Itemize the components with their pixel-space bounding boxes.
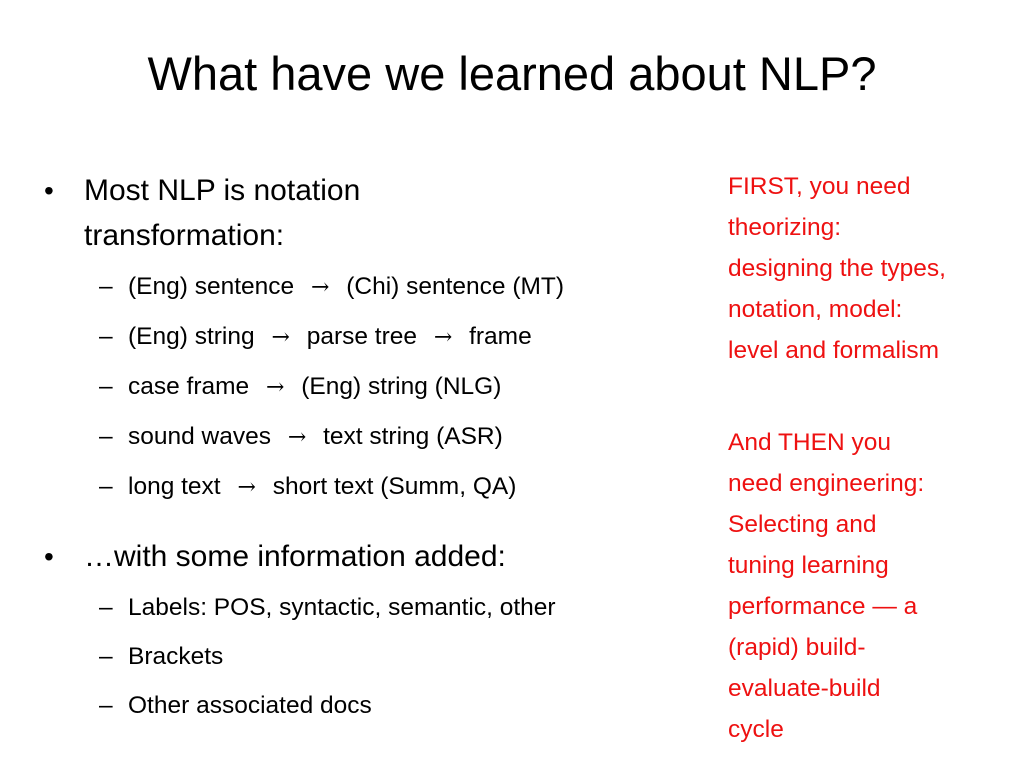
right-arrow-icon: → — [237, 475, 256, 500]
dash-icon: – — [99, 643, 113, 670]
sub-bullet-item — [84, 632, 700, 681]
right-arrow-icon: → — [287, 425, 307, 450]
sub-bullet-item — [84, 583, 700, 632]
sub-bullet-source: (Eng) sentence — [128, 273, 295, 300]
side-note-line: level and formalism — [728, 337, 940, 364]
side-note-line: tuning learning — [728, 552, 889, 579]
sub-bullet-list — [84, 583, 700, 730]
slide-title: What have we learned about NLP? — [147, 47, 877, 100]
side-note-line: cycle — [728, 716, 784, 743]
bullet-text-line: Most NLP is notation — [84, 174, 361, 207]
side-note-line: And THEN you — [728, 429, 891, 456]
sub-bullet-item — [84, 412, 700, 462]
bullet-item-notation-transformation — [40, 168, 700, 512]
bullet-list — [40, 168, 700, 730]
side-note-line: theorizing: — [728, 214, 842, 241]
right-arrow-icon: → — [266, 375, 285, 400]
sub-bullet-target: (Chi) sentence (MT) — [346, 273, 565, 300]
dash-icon: – — [99, 594, 113, 621]
side-note-line: need engineering: — [728, 470, 925, 497]
sub-bullet-source: long text — [128, 473, 221, 500]
sub-bullet-item — [84, 681, 700, 730]
sub-bullet-item — [84, 312, 700, 362]
sub-bullet-item — [84, 462, 700, 512]
bullet-text-line: transformation: — [84, 219, 285, 252]
side-note-line: designing the types, — [728, 255, 946, 282]
side-note-engineering — [728, 422, 1018, 750]
side-note-theorizing — [728, 166, 1018, 371]
sub-bullet-text: Labels: POS, syntactic, semantic, other — [128, 594, 556, 621]
side-note-line: FIRST, you need — [728, 173, 911, 200]
bullet-icon: • — [44, 541, 54, 572]
dash-icon: – — [99, 373, 113, 400]
side-note-line: evaluate-build — [728, 675, 881, 702]
right-arrow-icon: → — [310, 275, 330, 300]
right-arrow-icon: → — [271, 325, 290, 350]
dash-icon: – — [99, 323, 113, 350]
side-note-line: Selecting and — [728, 511, 877, 538]
dash-icon: – — [99, 273, 113, 300]
side-note-line: performance — a — [728, 593, 918, 620]
side-note-line: notation, model: — [728, 296, 903, 323]
sub-bullet-target: text string (ASR) — [323, 423, 503, 450]
sub-bullet-item — [84, 262, 700, 312]
sub-bullet-target: (Eng) string (NLG) — [301, 373, 502, 400]
bullet-text-line: …with some information added: — [84, 540, 506, 573]
sub-bullet-source: (Eng) string — [128, 323, 255, 350]
sub-bullet-target: parse tree — [306, 323, 418, 350]
right-arrow-icon: → — [433, 325, 453, 350]
sub-bullet-text: Other associated docs — [128, 692, 372, 719]
bullet-item-information-added — [40, 534, 700, 730]
bullet-icon: • — [44, 175, 54, 206]
sub-bullet-list — [84, 262, 700, 512]
side-note-line: (rapid) build- — [728, 634, 866, 661]
sub-bullet-source: case frame — [128, 373, 250, 400]
sub-bullet-text: Brackets — [128, 643, 224, 670]
sub-bullet-item — [84, 362, 700, 412]
sub-bullet-target: short text (Summ, QA) — [272, 473, 517, 500]
dash-icon: – — [99, 473, 113, 500]
sub-bullet-target: frame — [469, 323, 532, 350]
dash-icon: – — [99, 692, 113, 719]
sub-bullet-source: sound waves — [128, 423, 272, 450]
dash-icon: – — [99, 423, 113, 450]
